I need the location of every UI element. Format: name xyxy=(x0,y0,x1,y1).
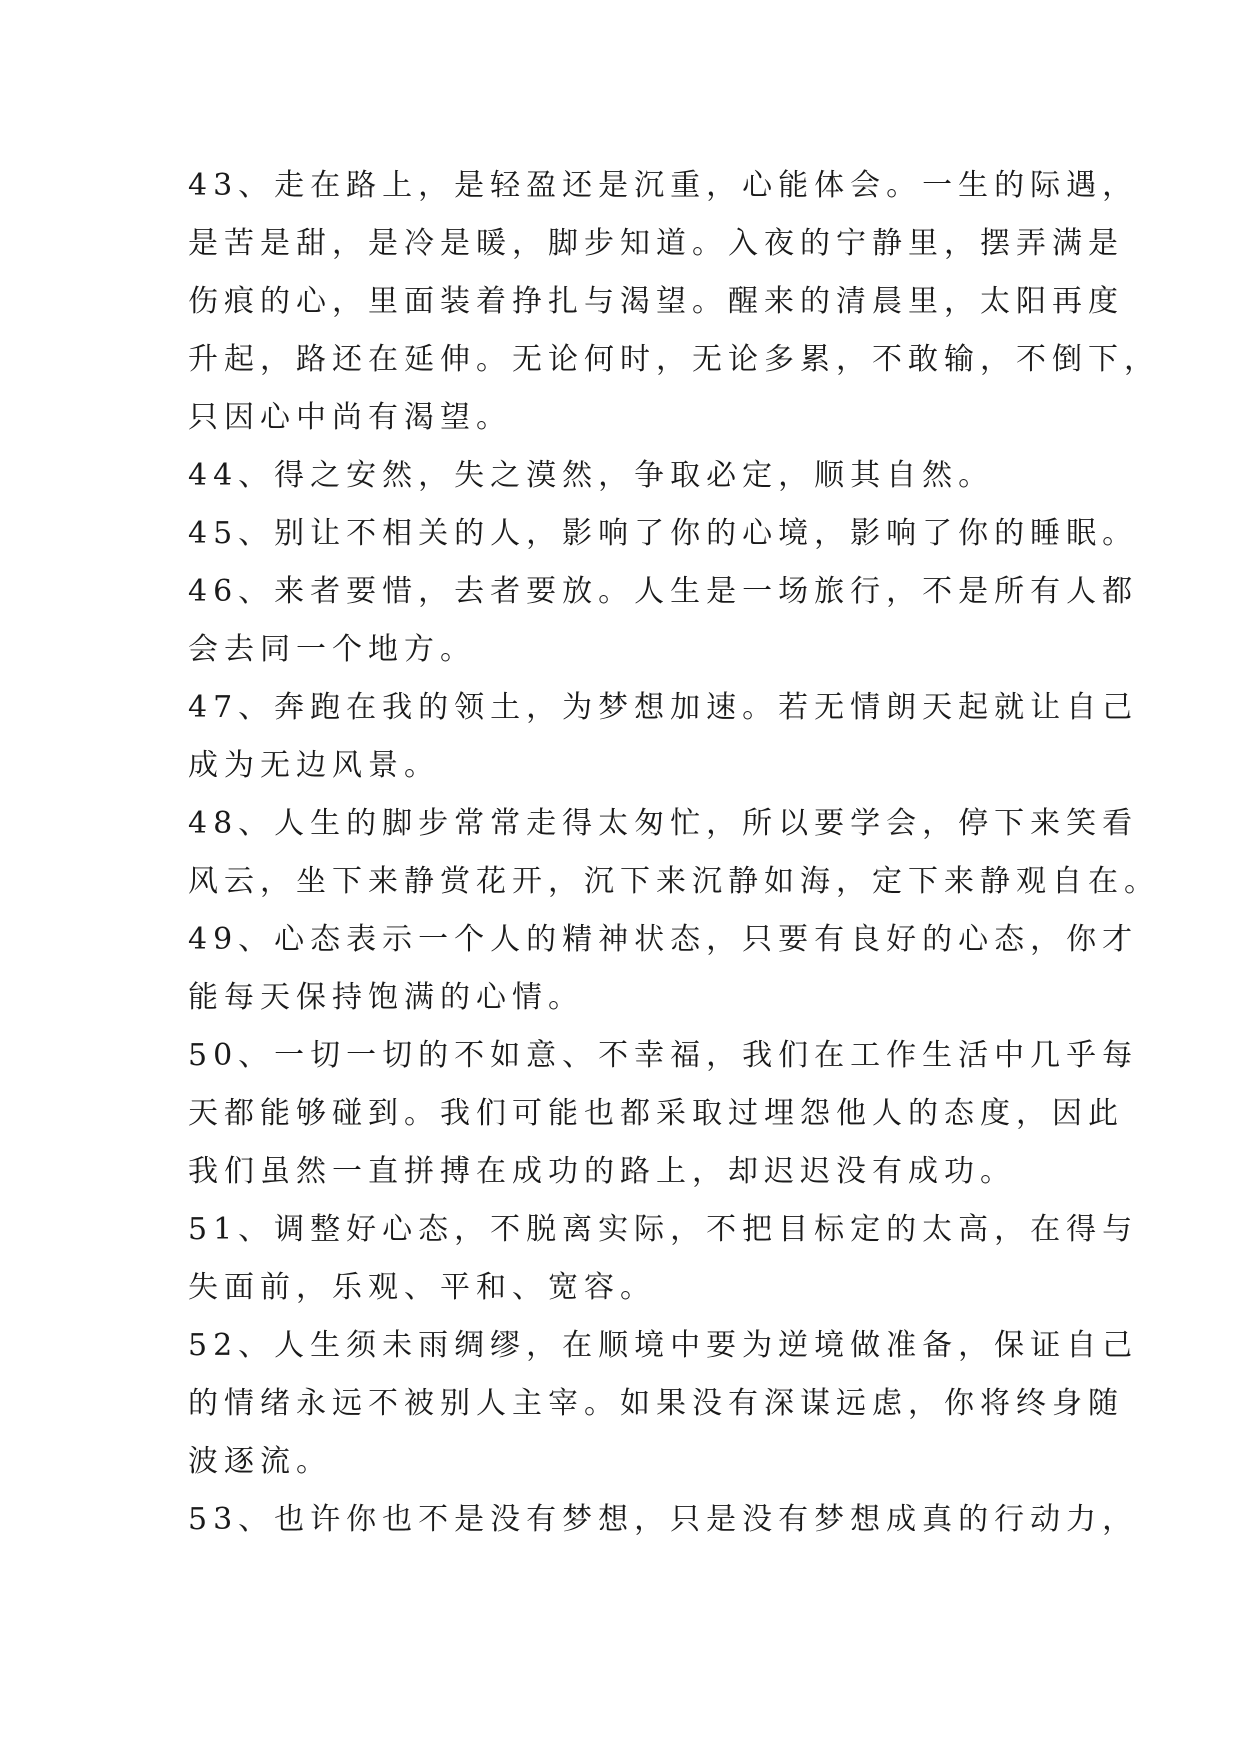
text-line: 我们虽然一直拼搏在成功的路上，却迟迟没有成功。 xyxy=(188,1154,1016,1189)
text-line: 44、得之安然，失之漠然，争取必定，顺其自然。 xyxy=(188,458,995,493)
text-line: 能每天保持饱满的心情。 xyxy=(188,980,584,1015)
text-line: 48、人生的脚步常常走得太匆忙，所以要学会，停下来笑看 xyxy=(188,806,1139,841)
document-body xyxy=(188,157,1160,1549)
text-line: 伤痕的心，里面装着挣扎与渴望。醒来的清晨里，太阳再度 xyxy=(188,284,1124,319)
text-line: 51、调整好心态，不脱离实际，不把目标定的太高，在得与 xyxy=(188,1212,1139,1247)
text-line: 会去同一个地方。 xyxy=(188,632,476,667)
text-line: 45、别让不相关的人，影响了你的心境，影响了你的睡眠。 xyxy=(188,516,1139,551)
text-line: 43、走在路上，是轻盈还是沉重，心能体会。一生的际遇， xyxy=(188,168,1139,203)
text-line: 50、一切一切的不如意、不幸福，我们在工作生活中几乎每 xyxy=(188,1038,1139,1073)
text-line: 风云，坐下来静赏花开，沉下来沉静如海，定下来静观自在。 xyxy=(188,864,1160,899)
text-line: 的情绪永远不被别人主宰。如果没有深谋远虑，你将终身随 xyxy=(188,1386,1124,1421)
text-line: 49、心态表示一个人的精神状态，只要有良好的心态，你才 xyxy=(188,922,1139,957)
text-line: 天都能够碰到。我们可能也都采取过埋怨他人的态度，因此 xyxy=(188,1096,1124,1131)
text-line: 失面前，乐观、平和、宽容。 xyxy=(188,1270,656,1305)
text-line: 升起，路还在延伸。无论何时，无论多累，不敢输，不倒下， xyxy=(188,342,1160,377)
text-line: 成为无边风景。 xyxy=(188,748,440,783)
text-line: 52、人生须未雨绸缪，在顺境中要为逆境做准备，保证自己 xyxy=(188,1328,1139,1363)
text-line: 46、来者要惜，去者要放。人生是一场旅行，不是所有人都 xyxy=(188,574,1139,609)
text-line: 波逐流。 xyxy=(188,1444,332,1479)
text-line: 是苦是甜，是冷是暖，脚步知道。入夜的宁静里，摆弄满是 xyxy=(188,226,1124,261)
text-line: 47、奔跑在我的领土，为梦想加速。若无情朗天起就让自己 xyxy=(188,690,1139,725)
text-line: 只因心中尚有渴望。 xyxy=(188,400,512,435)
text-line: 53、也许你也不是没有梦想，只是没有梦想成真的行动力， xyxy=(188,1502,1139,1537)
